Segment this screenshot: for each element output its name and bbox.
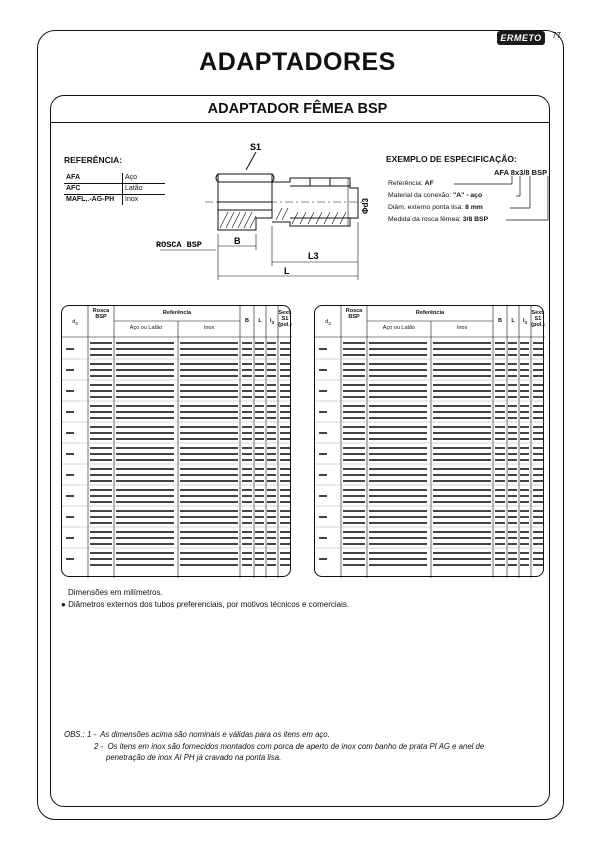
section-title: ADAPTADOR FÊMEA BSP xyxy=(207,101,388,117)
header-d3: $d_3$ xyxy=(72,319,78,327)
header-l: L xyxy=(258,318,262,324)
header-inox: Inox xyxy=(456,325,468,331)
obs-line-3: penetração de inox AI PH já cravado na ponta lisa. xyxy=(106,753,282,762)
brand-logo: ERMETO xyxy=(497,31,545,45)
header-sext: Sext. S1 (pol.) xyxy=(531,310,545,328)
header-inox: Inox xyxy=(203,325,215,331)
header-l: L xyxy=(511,318,515,324)
example-line: Medida da rosca fêmea: 3/8 BSP xyxy=(388,216,489,223)
example-line: Referência: AF xyxy=(388,180,434,187)
header-sext: Sext. S1 (pol.) xyxy=(278,310,292,328)
reference-material: Latão xyxy=(123,184,166,195)
header-rosca: Rosca BSP xyxy=(92,308,110,320)
reference-code: AFC xyxy=(64,184,123,195)
bullet-icon: ● xyxy=(61,600,66,609)
header-rosca: Rosca BSP xyxy=(345,308,363,320)
header-l3: $l_3$ xyxy=(269,318,275,326)
obs-line-2: 2 - Os itens em inox são fornecidos montados com porca de aperto de inox com banho de prata PI AG e anel de xyxy=(94,742,485,751)
page-number: 77 xyxy=(552,31,561,40)
header-b: B xyxy=(498,318,502,324)
obs-line-1: OBS.: 1 - As dimensões acima são nominais e válidas para os itens em aço. xyxy=(64,730,330,739)
dimension-table-left xyxy=(61,305,291,577)
reference-code: MAFL..-AG-PH xyxy=(66,196,115,203)
l3-label: L3 xyxy=(308,251,319,261)
d3-label: Φd3 xyxy=(361,198,370,214)
adapter-drawing xyxy=(150,138,370,288)
title-divider xyxy=(51,122,549,123)
l-label: L xyxy=(284,266,290,276)
example-line: Material da conexão: "A" - aço xyxy=(388,192,483,199)
header-aco-latao: Aço ou Latão xyxy=(382,325,416,331)
header-b: B xyxy=(245,318,249,324)
page-title: ADAPTADORES xyxy=(199,48,396,76)
reference-heading: REFERÊNCIA: xyxy=(64,155,123,165)
table-grid xyxy=(315,306,545,578)
note-units: Dimensões em milímetros. xyxy=(68,588,163,597)
rosca-label: ROSCA BSP xyxy=(156,240,202,250)
dimension-table-right xyxy=(314,305,544,577)
header-referencia: Referência xyxy=(415,310,445,316)
example-line: Diâm. externo ponta lisa: 8 mm xyxy=(388,204,483,211)
reference-code: AFA xyxy=(64,173,123,184)
note-preferential: ● Diâmetros externos dos tubos preferenciais, por motivos técnicos e comerciais. xyxy=(61,600,350,609)
table-grid xyxy=(62,306,292,578)
reference-material: Aço xyxy=(123,173,166,184)
header-l3: $l_3$ xyxy=(522,318,528,326)
header-aco-latao: Aço ou Latão xyxy=(129,325,163,331)
header-referencia: Referência xyxy=(162,310,192,316)
example-code: AFA 8x3/8 BSP xyxy=(494,168,548,177)
reference-material: Inox xyxy=(123,195,166,206)
example-heading: EXEMPLO DE ESPECIFICAÇÃO: xyxy=(386,154,517,164)
b-label: B xyxy=(234,236,241,246)
header-d3: $d_3$ xyxy=(325,319,331,327)
s1-label: S1 xyxy=(250,142,262,152)
